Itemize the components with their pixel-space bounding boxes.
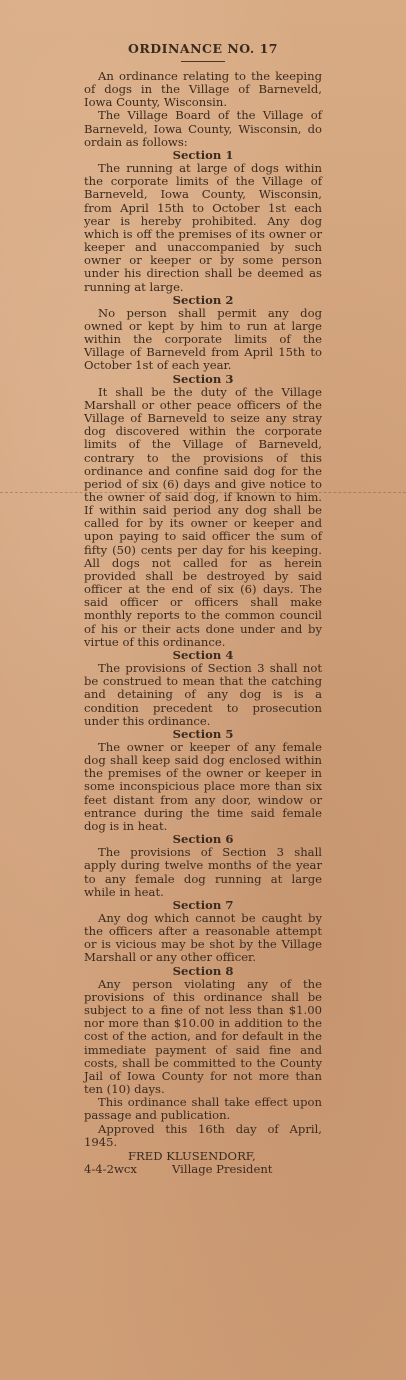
section-heading: Section 6: [172, 832, 234, 847]
section-heading: Section 5: [172, 726, 234, 741]
closing-paragraph: This ordinance shall take effect upon passage and publication.: [84, 1095, 322, 1123]
section-heading: Section 3: [172, 371, 234, 386]
section-body: No person shall permit any dog owned or kept by him to run at large within the corporate limits of the Village of Barneveld from April 15th to October 1st of each year.: [84, 305, 322, 373]
ordinance-text: [84, 42, 322, 1177]
approval-date: Approved this 16th day of April, 1945.: [84, 1121, 322, 1149]
section-body: The provisions of Section 3 shall not be construed to mean that the catching and detaining of any dog is is a condition precedent to prosecution under this ordinance.: [84, 661, 322, 728]
section-body: The running at large of dogs within the corporate limits of the Village of Barneveld, Iowa County, Wisconsin, from April 15th to October 1st each year is hereby prohibited. Any dog which is off the premises of its owner or keeper and unaccompanied by such owner or keeper or by some person under his direction shall be deemed as running at large.: [84, 161, 322, 294]
section-body: Any person violating any of the provisions of this ordinance shall be subject to a fine of not less than $1.00 nor more than $10.00 in addition to the cost of the action, and for default in the immediate payment of said fine and costs, shall be committed to the County Jail of Iowa County for not more than ten (10) days.: [84, 976, 322, 1097]
section-heading: Section 4: [172, 647, 234, 662]
signer-office: Village President: [172, 1161, 273, 1176]
publication-code: 4-4-2wcx: [84, 1161, 137, 1176]
section-heading: Section 2: [172, 292, 234, 307]
ordinance-title: ORDINANCE NO. 17: [127, 41, 279, 56]
title-rule: [181, 61, 225, 62]
section-body: The owner or keeper of any female dog shall keep said dog enclosed within the premises of the owner or keeper in some inconspicious place more than six feet distant from any door, window or entrance during the time said female dog is in heat.: [84, 739, 322, 833]
section-heading: Section 1: [172, 147, 234, 162]
signature-block: [84, 1149, 322, 1177]
section-body: It shall be the duty of the Village Marshall or other peace officers of the Village of Barneveld to seize any stray dog discovered within the corporate limits of the Village of Barneveld, contrary to the provisions of this ordinance and confine said dog for the period of six (6) days and give notice to the owner of said dog, if known to him. If within said period any dog shall be called for by its owner or keeper and upon paying to said officer the sum of fifty (50) cents per day for his keeping. All dogs not called for as herein provided shall be destroyed by said officer at the end of six (6) days. The said officer or officers shall make monthly reports to the common council of his or their acts done under and by virtue of this ordinance.: [84, 384, 322, 649]
preamble-paragraph: The Village Board of the Village of Barneveld, Iowa County, Wisconsin, do ordain as follows:: [84, 108, 322, 149]
section-heading: Section 8: [172, 963, 234, 978]
section-body: The provisions of Section 3 shall apply during twelve months of the year to any female dog running at large while in heat.: [84, 845, 322, 899]
signer-name: FRED KLUSENDORF,: [128, 1148, 256, 1163]
preamble-paragraph: An ordinance relating to the keeping of dogs in the Village of Barneveld, Iowa County, Wisconsin.: [84, 69, 322, 110]
section-body: Any dog which cannot be caught by the officers after a reasonable attempt or is vicious may be shot by the Village Marshall or any other officer.: [84, 911, 322, 965]
section-heading: Section 7: [172, 897, 234, 912]
